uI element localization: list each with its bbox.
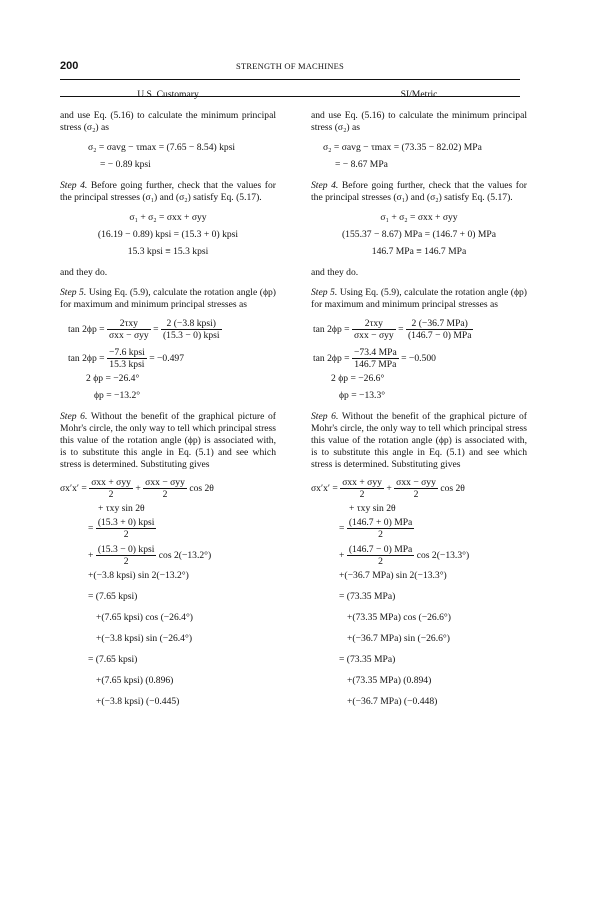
step5-text: Using Eq. (5.9), calculate the rotation angle (ϕp) for maximum and minimum principal stresses as — [60, 287, 276, 310]
eq-tan-value: tan 2ϕp = $\frac{\text{−73.4 MPa}}{\text{146.7 MPa}}$ = −0.500 — [313, 347, 436, 371]
eq-sxx-formula: σx′x′ = $\frac{\text{σxx + σyy}}{2}$ + $\frac{\text{σxx − σyy}}{2}$ cos 2θ — [311, 477, 465, 501]
step5-text: Using Eq. (5.9), calculate the rotation angle (ϕp) for maximum and minimum principal stresses as — [311, 287, 527, 310]
eq-sum-values: (155.37 − 8.67) MPa = (146.7 + 0) MPa — [341, 229, 496, 240]
step5-label: Step 5. — [60, 287, 87, 298]
eq-sxx-tau: + τxy sin 2θ — [98, 503, 145, 514]
eq-two-phi: 2 ϕp = −26.4° — [86, 373, 140, 384]
intro-text: and use Eq. (5.16) to calculate the minimum principal stress (σ₂) as — [311, 110, 527, 133]
eq-r2: +(73.35 MPa) cos (−26.6°) — [347, 612, 451, 623]
step6-label: Step 6. — [311, 411, 339, 422]
eq-r3: +(−3.8 kpsi) sin (−26.4°) — [96, 633, 193, 644]
eq-sxx-formula: σx′x′ = $\frac{\text{σxx + σyy}}{2}$ + $\frac{\text{σxx − σyy}}{2}$ cos 2θ — [60, 477, 214, 501]
step4-label: Step 4. — [60, 180, 88, 191]
eq-sum-identity: 146.7 MPa ≡ 146.7 MPa — [371, 246, 467, 257]
eq-sxx-tau: + τxy sin 2θ — [349, 503, 396, 514]
eq-phi: ϕp = −13.3° — [339, 390, 386, 401]
column-header: U.S. Customary — [137, 89, 199, 100]
column-header: SI/Metric — [400, 89, 438, 100]
eq-sum-check: σ₁ + σ₂ = σxx + σyy — [380, 212, 458, 223]
step6-label: Step 6. — [60, 411, 88, 422]
intro-text: and use Eq. (5.16) to calculate the minimum principal stress (σ₂) as — [60, 110, 276, 133]
eq-sub1: = $\frac{\text{(146.7 + 0) MPa}}{2}$ — [339, 517, 413, 541]
step4-text: Before going further, check that the values for the principal stresses (σ₁) and (σ₂) satisfy Eq. (5.17). — [311, 180, 527, 203]
eq-tan-formula: tan 2ϕp = $\frac{\text{2τxy}}{\text{σxx − σyy}}$ = $\frac{\text{2 (−36.7 MPa)}}{\text{(146.7 − 0) MPa}}$ — [313, 318, 472, 342]
eq-two-phi: 2 ϕp = −26.6° — [331, 373, 385, 384]
eq-sub1: = $\frac{\text{(15.3 + 0) kpsi}}{2}$ — [88, 517, 155, 541]
column-us-customary — [60, 86, 276, 709]
step6-text: Without the benefit of the graphical picture of Mohr's circle, the only way to tell which principal stress this value of the rotation angle (ϕp) is associated with, is to substitute this angle in Eq. (5.1) and see which stress is determined. Substituting gives — [60, 411, 276, 470]
eq-tan-value: tan 2ϕp = $\frac{\text{−7.6 kpsi}}{\text{15.3 kpsi}}$ = −0.497 — [68, 347, 184, 371]
eq-sum-check: σ₁ + σ₂ = σxx + σyy — [129, 212, 207, 223]
eq-sigma2: σ₂ = σavg − τmax = (73.35 − 82.02) MPa — [323, 142, 482, 153]
page-number: 200 — [60, 60, 79, 72]
eq-phi: ϕp = −13.2° — [94, 390, 141, 401]
eq-r3: +(−36.7 MPa) sin (−26.6°) — [347, 633, 450, 644]
step6-text: Without the benefit of the graphical picture of Mohr's circle, the only way to tell which principal stress this value of the rotation angle (ϕp) is associated with, is to substitute this angle in Eq. (5.1) and see which stress is determined. Substituting gives — [311, 411, 527, 470]
step5-label: Step 5. — [311, 287, 338, 298]
eq-tan-formula: tan 2ϕp = $\frac{\text{2τxy}}{\text{σxx − σyy}}$ = $\frac{\text{2 (−3.8 kpsi)}}{\text{(15.3 − 0) kpsi}}$ — [68, 318, 220, 342]
eq-r4: = (7.65 kpsi) — [88, 654, 138, 665]
eq-r1: = (7.65 kpsi) — [88, 591, 138, 602]
eq-sum-identity: 15.3 kpsi ≡ 15.3 kpsi — [127, 246, 209, 257]
eq-sub3: +(−36.7 MPa) sin 2(−13.3°) — [339, 570, 447, 581]
eq-r1: = (73.35 MPa) — [339, 591, 396, 602]
eq-sigma2-result: = − 0.89 kpsi — [100, 159, 151, 170]
eq-r4: = (73.35 MPa) — [339, 654, 396, 665]
eq-r5: +(7.65 kpsi) (0.896) — [96, 675, 174, 686]
header-rule-top — [60, 79, 520, 80]
step4-text: Before going further, check that the values for the principal stresses (σ₁) and (σ₂) satisfy Eq. (5.17). — [60, 180, 276, 203]
eq-r2: +(7.65 kpsi) cos (−26.4°) — [96, 612, 193, 623]
step4-label: Step 4. — [311, 180, 339, 191]
eq-sum-values: (16.19 − 0.89) kpsi = (15.3 + 0) kpsi — [97, 229, 239, 240]
page-header — [60, 60, 520, 74]
eq-r5: +(73.35 MPa) (0.894) — [347, 675, 432, 686]
eq-sub2: + $\frac{\text{(15.3 − 0) kpsi}}{2}$ cos 2(−13.2°) — [88, 544, 212, 568]
eq-sub3: +(−3.8 kpsi) sin 2(−13.2°) — [88, 570, 189, 581]
eq-sigma2-result: = − 8.67 MPa — [335, 159, 388, 170]
eq-r6: +(−36.7 MPa) (−0.448) — [347, 696, 438, 707]
column-si-metric — [311, 86, 527, 709]
and-they-do: and they do. — [311, 267, 359, 278]
eq-sub2: + $\frac{\text{(146.7 − 0) MPa}}{2}$ cos 2(−13.3°) — [339, 544, 470, 568]
eq-r6: +(−3.8 kpsi) (−0.445) — [96, 696, 180, 707]
eq-sigma2: σ₂ = σavg − τmax = (7.65 − 8.54) kpsi — [88, 142, 236, 153]
and-they-do: and they do. — [60, 267, 108, 278]
running-head: STRENGTH OF MACHINES — [236, 61, 344, 71]
